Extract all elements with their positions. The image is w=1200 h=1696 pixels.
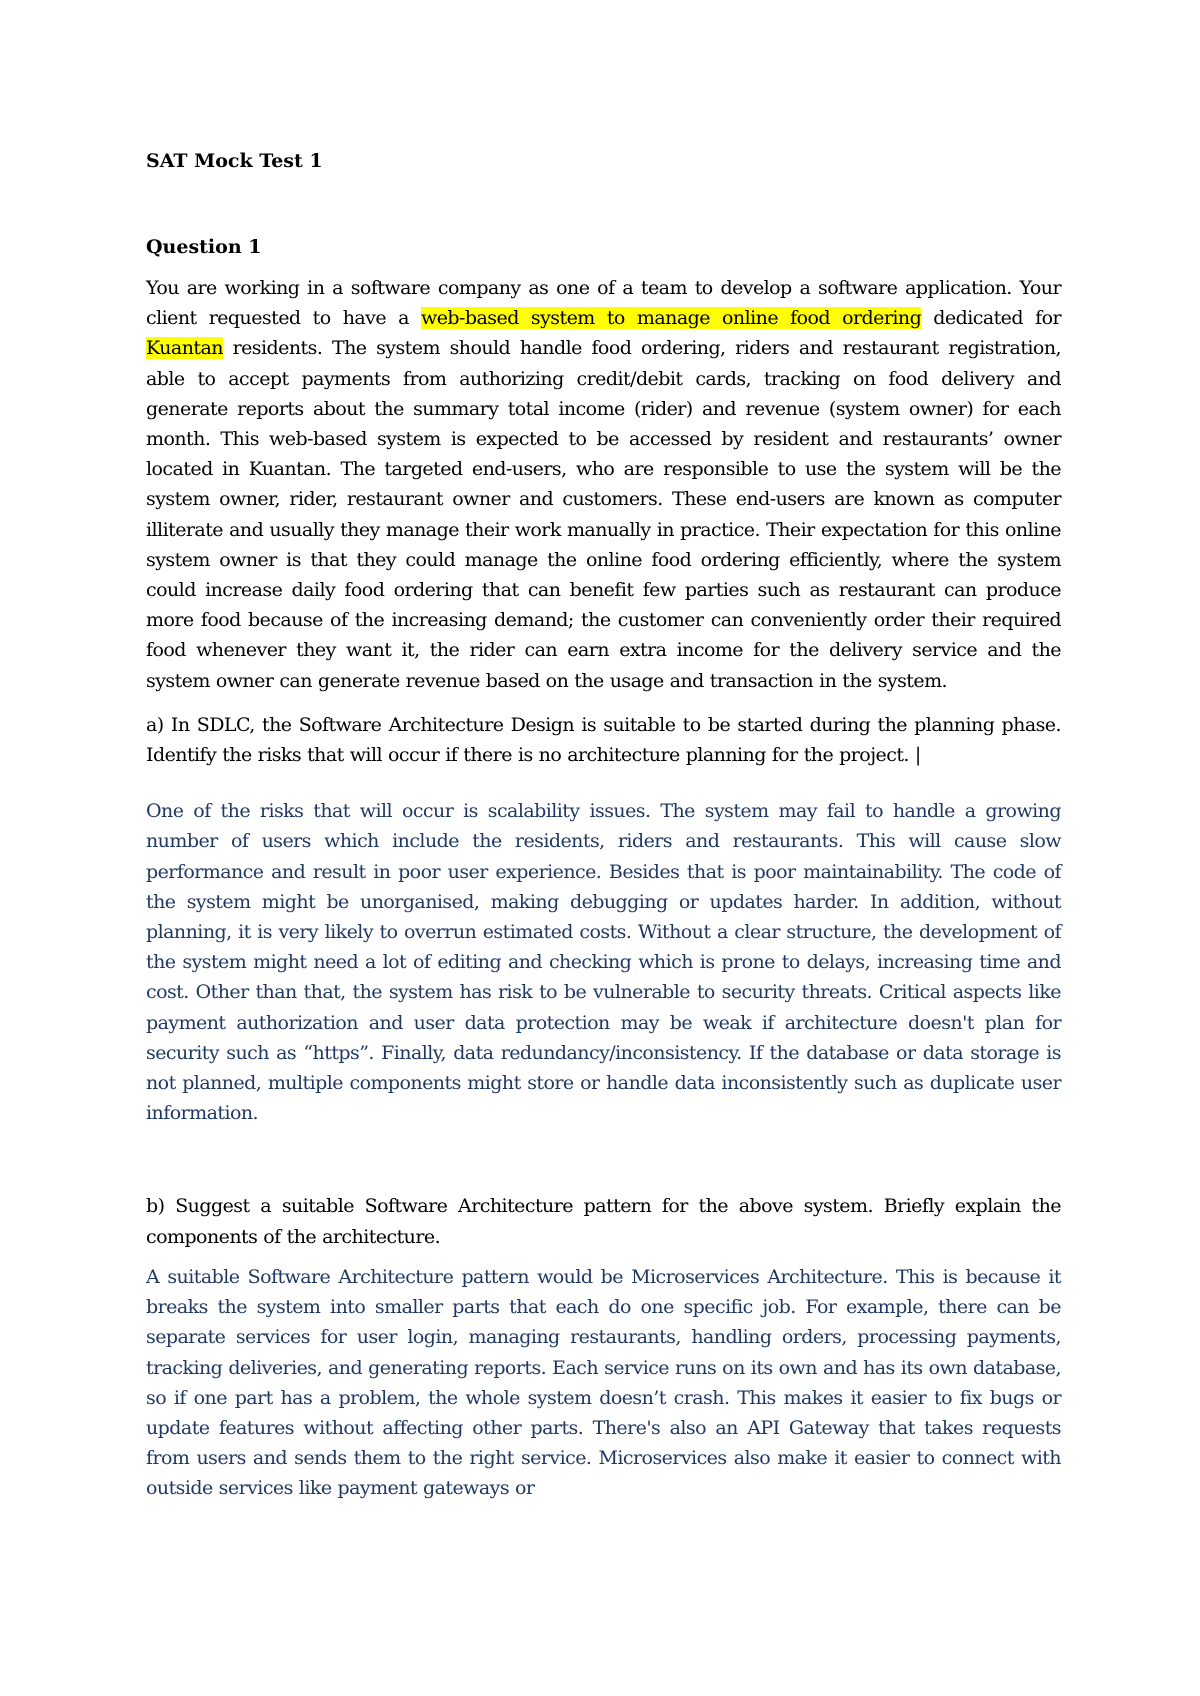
- document-title: SAT Mock Test 1: [146, 150, 323, 172]
- scenario-paragraph: [146, 273, 1061, 696]
- scenario-text-2: dedicated for: [921, 307, 1061, 330]
- question-b: b) Suggest a suitable Software Architecture pattern for the above system. Briefly explain the components of the architecture.: [146, 1195, 1061, 1248]
- answer-a[interactable]: One of the risks that will occur is scalability issues. The system may fail to handle a growing number of users which include the residents, riders and restaurants. This will cause slow performance and result in poor user experience. Besides that is poor maintainability. The code of the system might be unorganised, making debugging or updates harder. In addition, without planning, it is very likely to overrun estimated costs. Without a clear structure, the development of the system might need a lot of editing and checking which is prone to delays, increasing time and cost. Other than that, the system has risk to be vulnerable to security threats. Critical aspects like payment authorization and user data protection may be weak if architecture doesn't plan for security such as “https”. Finally, data redundancy/inconsistency. If the database or data storage is not planned, multiple components might store or handle data inconsistently such as duplicate user information.: [146, 800, 1061, 1125]
- scenario-text-1: You are working in a software company as one of a team to develop a software application. Your client requested to have a: [146, 277, 1061, 330]
- highlighted-location: Kuantan: [146, 337, 223, 360]
- question-a: a) In SDLC, the Software Architecture Design is suitable to be started during the planning phase. Identify the risks that will occur if there is no architecture planning for the project. |: [146, 713, 1061, 767]
- scenario-text-3: residents. The system should handle food ordering, riders and restaurant registration, able to accept payments from authorizing credit/debit cards, tracking on food delivery and generate reports about the summary total income (rider) and revenue (system owner) for each month. This web-based system is expected to be accessed by resident and restaurants’ owner located in Kuantan. The targeted end-users, who are responsible to use the system will be the system owner, rider, restaurant owner and customers. These end-users are known as computer illiterate and usually they manage their work manually in practice. Their expectation for this online system owner is that they could manage the online food ordering efficiently, where the system could increase daily food ordering that can benefit few parties such as restaurant can produce more food because of the increasing demand; the customer can conveniently order their required food whenever they want it, the rider can earn extra income for the delivery service and the system owner can generate revenue based on the usage and transaction in the system.: [146, 337, 1061, 692]
- answer-b[interactable]: A suitable Software Architecture pattern would be Microservices Architecture. This is because it breaks the system into smaller parts that each do one specific job. For example, there can be separate services for user login, managing restaurants, handling orders, processing payments, tracking deliveries, and generating reports. Each service runs on its own and has its own database, so if one part has a problem, the whole system doesn’t crash. This makes it easier to fix bugs or update features without affecting other parts. There's also an API Gateway that takes requests from users and sends them to the right service. Microservices also make it easier to connect with outside services like payment gateways or: [146, 1265, 1061, 1500]
- highlighted-system-phrase: web-based system to manage online food ordering: [421, 307, 922, 330]
- question-heading: Question 1: [146, 236, 262, 258]
- document-body: [146, 148, 1061, 1504]
